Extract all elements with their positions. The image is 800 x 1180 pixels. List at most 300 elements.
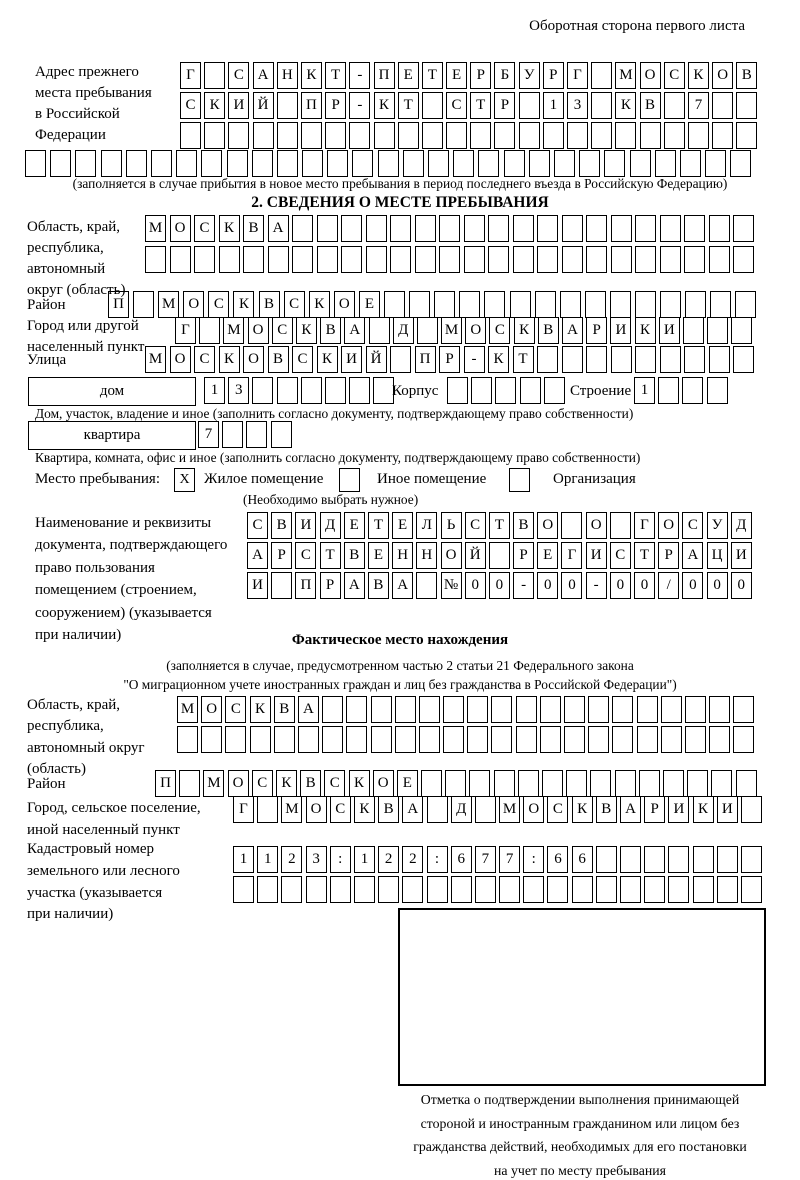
form-cell[interactable]: М [441, 317, 462, 344]
form-cell[interactable] [712, 92, 733, 119]
form-cell[interactable]: П [301, 92, 322, 119]
form-cell[interactable]: П [108, 291, 129, 318]
form-cell[interactable]: 6 [547, 846, 568, 873]
form-cell[interactable] [306, 876, 327, 903]
form-cell[interactable] [635, 346, 656, 373]
form-cell[interactable]: П [415, 346, 436, 373]
form-cell[interactable] [494, 770, 515, 797]
form-cell[interactable] [390, 246, 411, 273]
form-cell[interactable]: С [208, 291, 229, 318]
form-cell[interactable] [499, 876, 520, 903]
form-cell[interactable] [268, 246, 289, 273]
form-cell[interactable]: С [610, 542, 631, 569]
form-cell[interactable]: И [228, 92, 249, 119]
form-cell[interactable]: 0 [465, 572, 486, 599]
form-cell[interactable]: К [615, 92, 636, 119]
form-cell[interactable]: 0 [731, 572, 752, 599]
form-cell[interactable]: 1 [354, 846, 375, 873]
form-cell[interactable] [349, 122, 370, 149]
form-cell[interactable]: 1 [543, 92, 564, 119]
form-cell[interactable] [518, 770, 539, 797]
form-cell[interactable] [439, 246, 460, 273]
form-cell[interactable] [390, 215, 411, 242]
form-cell[interactable] [233, 876, 254, 903]
form-cell[interactable] [222, 421, 243, 448]
form-cell[interactable] [709, 726, 730, 753]
form-cell[interactable] [257, 796, 278, 823]
form-cell[interactable] [542, 770, 563, 797]
form-cell[interactable] [684, 346, 705, 373]
form-cell[interactable]: К [374, 92, 395, 119]
form-cell[interactable] [446, 122, 467, 149]
form-cell[interactable]: 2 [281, 846, 302, 873]
form-cell[interactable]: № [441, 572, 462, 599]
form-cell[interactable] [579, 150, 600, 177]
form-cell[interactable] [415, 246, 436, 273]
form-cell[interactable] [655, 150, 676, 177]
form-cell[interactable]: Г [175, 317, 196, 344]
form-cell[interactable] [612, 696, 633, 723]
form-cell[interactable]: Д [320, 512, 341, 539]
form-cell[interactable]: К [250, 696, 271, 723]
form-cell[interactable] [733, 726, 754, 753]
form-cell[interactable] [453, 150, 474, 177]
form-cell[interactable] [510, 291, 531, 318]
form-cell[interactable] [591, 92, 612, 119]
form-cell[interactable] [201, 150, 222, 177]
form-cell[interactable] [443, 696, 464, 723]
form-cell[interactable]: С [194, 346, 215, 373]
form-cell[interactable]: М [158, 291, 179, 318]
residential-checkbox[interactable]: X [174, 468, 195, 492]
form-cell[interactable] [637, 696, 658, 723]
form-cell[interactable]: К [309, 291, 330, 318]
form-cell[interactable] [741, 846, 762, 873]
form-cell[interactable]: В [243, 215, 264, 242]
form-cell[interactable] [475, 796, 496, 823]
form-cell[interactable]: И [586, 542, 607, 569]
form-cell[interactable] [682, 377, 703, 404]
form-cell[interactable] [346, 726, 367, 753]
form-cell[interactable] [409, 291, 430, 318]
form-cell[interactable]: Р [586, 317, 607, 344]
form-cell[interactable] [688, 122, 709, 149]
form-cell[interactable]: - [464, 346, 485, 373]
form-cell[interactable] [227, 150, 248, 177]
form-cell[interactable] [75, 150, 96, 177]
form-cell[interactable] [635, 246, 656, 273]
form-cell[interactable] [561, 512, 582, 539]
form-cell[interactable] [611, 346, 632, 373]
form-cell[interactable]: Р [325, 92, 346, 119]
form-cell[interactable]: О [537, 512, 558, 539]
form-cell[interactable] [741, 876, 762, 903]
form-cell[interactable] [384, 291, 405, 318]
form-cell[interactable] [685, 696, 706, 723]
form-cell[interactable] [427, 876, 448, 903]
form-cell[interactable]: М [615, 62, 636, 89]
form-cell[interactable] [447, 377, 468, 404]
form-cell[interactable]: С [252, 770, 273, 797]
form-cell[interactable] [470, 122, 491, 149]
form-cell[interactable]: К [233, 291, 254, 318]
form-cell[interactable]: Т [398, 92, 419, 119]
form-cell[interactable] [419, 696, 440, 723]
form-cell[interactable] [519, 92, 540, 119]
form-cell[interactable]: К [354, 796, 375, 823]
form-cell[interactable]: Т [368, 512, 389, 539]
form-cell[interactable] [639, 770, 660, 797]
form-cell[interactable] [298, 726, 319, 753]
form-cell[interactable]: В [271, 512, 292, 539]
form-cell[interactable] [225, 726, 246, 753]
form-cell[interactable] [317, 246, 338, 273]
form-cell[interactable]: О [183, 291, 204, 318]
form-cell[interactable] [427, 796, 448, 823]
form-cell[interactable] [421, 770, 442, 797]
form-cell[interactable] [566, 770, 587, 797]
form-cell[interactable]: О [441, 542, 462, 569]
form-cell[interactable] [488, 215, 509, 242]
form-cell[interactable] [489, 542, 510, 569]
form-cell[interactable] [133, 291, 154, 318]
form-cell[interactable] [640, 122, 661, 149]
form-cell[interactable]: С [465, 512, 486, 539]
form-cell[interactable]: : [330, 846, 351, 873]
form-cell[interactable] [101, 150, 122, 177]
form-cell[interactable] [471, 377, 492, 404]
form-cell[interactable]: 6 [451, 846, 472, 873]
form-cell[interactable]: 0 [707, 572, 728, 599]
form-cell[interactable]: В [259, 291, 280, 318]
form-cell[interactable] [274, 726, 295, 753]
form-cell[interactable] [204, 62, 225, 89]
form-cell[interactable] [637, 726, 658, 753]
form-cell[interactable]: Г [567, 62, 588, 89]
form-cell[interactable]: С [180, 92, 201, 119]
form-cell[interactable]: С [664, 62, 685, 89]
form-cell[interactable] [354, 876, 375, 903]
form-cell[interactable]: 1 [634, 377, 655, 404]
form-cell[interactable]: О [334, 291, 355, 318]
form-cell[interactable] [369, 317, 390, 344]
form-cell[interactable] [277, 92, 298, 119]
form-cell[interactable]: 3 [228, 377, 249, 404]
form-cell[interactable] [271, 421, 292, 448]
form-cell[interactable]: Т [320, 542, 341, 569]
form-cell[interactable] [591, 122, 612, 149]
form-cell[interactable] [680, 150, 701, 177]
form-cell[interactable]: Т [489, 512, 510, 539]
form-cell[interactable] [180, 122, 201, 149]
form-cell[interactable] [341, 246, 362, 273]
form-cell[interactable] [543, 122, 564, 149]
form-cell[interactable] [693, 876, 714, 903]
form-cell[interactable]: Р [470, 62, 491, 89]
form-cell[interactable] [366, 215, 387, 242]
form-cell[interactable]: Г [634, 512, 655, 539]
form-cell[interactable]: В [344, 542, 365, 569]
form-cell[interactable] [176, 150, 197, 177]
form-cell[interactable]: У [707, 512, 728, 539]
form-cell[interactable] [325, 122, 346, 149]
form-cell[interactable]: О [170, 346, 191, 373]
form-cell[interactable]: Ь [441, 512, 462, 539]
form-cell[interactable] [586, 246, 607, 273]
form-cell[interactable]: П [155, 770, 176, 797]
form-cell[interactable]: Р [320, 572, 341, 599]
form-cell[interactable] [395, 696, 416, 723]
form-cell[interactable] [199, 317, 220, 344]
organization-checkbox[interactable] [509, 468, 530, 492]
form-cell[interactable]: С [324, 770, 345, 797]
form-cell[interactable] [604, 150, 625, 177]
form-cell[interactable] [494, 122, 515, 149]
form-cell[interactable]: О [465, 317, 486, 344]
form-cell[interactable]: Т [634, 542, 655, 569]
form-cell[interactable] [661, 696, 682, 723]
form-cell[interactable]: К [488, 346, 509, 373]
form-cell[interactable] [684, 246, 705, 273]
form-cell[interactable]: А [253, 62, 274, 89]
form-cell[interactable] [717, 846, 738, 873]
form-cell[interactable] [693, 846, 714, 873]
form-cell[interactable] [730, 150, 751, 177]
form-cell[interactable] [228, 122, 249, 149]
form-cell[interactable]: Т [513, 346, 534, 373]
form-cell[interactable]: И [247, 572, 268, 599]
form-cell[interactable]: А [682, 542, 703, 569]
form-cell[interactable] [562, 215, 583, 242]
form-cell[interactable] [610, 291, 631, 318]
form-cell[interactable]: 6 [572, 846, 593, 873]
form-cell[interactable] [537, 215, 558, 242]
form-cell[interactable] [572, 876, 593, 903]
form-cell[interactable] [705, 150, 726, 177]
form-cell[interactable]: М [177, 696, 198, 723]
form-cell[interactable]: В [538, 317, 559, 344]
form-cell[interactable]: Е [368, 542, 389, 569]
form-cell[interactable] [252, 377, 273, 404]
form-cell[interactable] [491, 726, 512, 753]
form-cell[interactable] [564, 726, 585, 753]
form-cell[interactable] [736, 122, 757, 149]
form-cell[interactable]: В [736, 62, 757, 89]
form-cell[interactable] [145, 246, 166, 273]
form-cell[interactable]: С [284, 291, 305, 318]
form-cell[interactable]: И [610, 317, 631, 344]
form-cell[interactable]: О [243, 346, 264, 373]
form-cell[interactable]: Е [446, 62, 467, 89]
form-cell[interactable]: / [658, 572, 679, 599]
form-cell[interactable]: К [317, 346, 338, 373]
form-cell[interactable] [126, 150, 147, 177]
form-cell[interactable]: О [658, 512, 679, 539]
form-cell[interactable] [668, 876, 689, 903]
form-cell[interactable] [620, 876, 641, 903]
form-cell[interactable] [151, 150, 172, 177]
form-cell[interactable] [403, 150, 424, 177]
form-cell[interactable] [292, 215, 313, 242]
form-cell[interactable] [451, 876, 472, 903]
form-cell[interactable]: А [562, 317, 583, 344]
form-cell[interactable] [484, 291, 505, 318]
form-cell[interactable] [615, 122, 636, 149]
form-cell[interactable]: С [682, 512, 703, 539]
form-cell[interactable]: В [378, 796, 399, 823]
form-cell[interactable]: 0 [489, 572, 510, 599]
form-cell[interactable]: 7 [499, 846, 520, 873]
form-cell[interactable] [554, 150, 575, 177]
form-cell[interactable]: Ц [707, 542, 728, 569]
form-cell[interactable]: А [402, 796, 423, 823]
form-cell[interactable]: К [688, 62, 709, 89]
form-cell[interactable]: Т [470, 92, 491, 119]
form-cell[interactable] [488, 246, 509, 273]
form-cell[interactable]: Б [494, 62, 515, 89]
form-cell[interactable] [644, 846, 665, 873]
form-cell[interactable]: В [320, 317, 341, 344]
form-cell[interactable]: Р [439, 346, 460, 373]
form-cell[interactable]: А [298, 696, 319, 723]
form-cell[interactable] [179, 770, 200, 797]
form-cell[interactable]: 0 [561, 572, 582, 599]
form-cell[interactable] [591, 62, 612, 89]
form-cell[interactable]: Й [253, 92, 274, 119]
form-cell[interactable]: А [344, 572, 365, 599]
form-cell[interactable]: И [341, 346, 362, 373]
form-cell[interactable] [428, 150, 449, 177]
form-cell[interactable]: 3 [306, 846, 327, 873]
form-cell[interactable] [277, 377, 298, 404]
form-cell[interactable]: А [247, 542, 268, 569]
form-cell[interactable] [513, 215, 534, 242]
form-cell[interactable] [733, 215, 754, 242]
form-cell[interactable]: 3 [567, 92, 588, 119]
form-cell[interactable] [467, 726, 488, 753]
form-cell[interactable]: Н [277, 62, 298, 89]
form-cell[interactable] [612, 726, 633, 753]
form-cell[interactable]: К [349, 770, 370, 797]
form-cell[interactable] [243, 246, 264, 273]
form-cell[interactable] [495, 377, 516, 404]
form-cell[interactable]: 7 [688, 92, 709, 119]
form-cell[interactable] [398, 122, 419, 149]
form-cell[interactable] [733, 696, 754, 723]
form-cell[interactable]: М [499, 796, 520, 823]
form-cell[interactable]: В [268, 346, 289, 373]
form-cell[interactable]: С [247, 512, 268, 539]
form-cell[interactable]: Р [644, 796, 665, 823]
form-cell[interactable] [710, 291, 731, 318]
form-cell[interactable] [417, 317, 438, 344]
form-cell[interactable]: С [489, 317, 510, 344]
form-cell[interactable]: 0 [634, 572, 655, 599]
form-cell[interactable]: К [635, 317, 656, 344]
form-cell[interactable] [540, 696, 561, 723]
form-cell[interactable] [735, 291, 756, 318]
form-cell[interactable] [585, 291, 606, 318]
form-cell[interactable]: В [300, 770, 321, 797]
form-cell[interactable] [322, 696, 343, 723]
form-cell[interactable]: Е [359, 291, 380, 318]
form-cell[interactable]: А [344, 317, 365, 344]
form-cell[interactable] [322, 726, 343, 753]
form-cell[interactable] [330, 876, 351, 903]
form-cell[interactable]: 0 [682, 572, 703, 599]
form-cell[interactable]: А [392, 572, 413, 599]
form-cell[interactable] [371, 726, 392, 753]
form-cell[interactable] [219, 246, 240, 273]
form-cell[interactable]: С [295, 542, 316, 569]
form-cell[interactable]: М [223, 317, 244, 344]
form-cell[interactable]: И [659, 317, 680, 344]
form-cell[interactable] [325, 377, 346, 404]
form-cell[interactable]: - [586, 572, 607, 599]
form-cell[interactable]: Н [416, 542, 437, 569]
form-cell[interactable]: 2 [378, 846, 399, 873]
form-cell[interactable]: М [203, 770, 224, 797]
form-cell[interactable]: В [640, 92, 661, 119]
form-cell[interactable] [660, 215, 681, 242]
form-cell[interactable] [277, 150, 298, 177]
form-cell[interactable] [588, 726, 609, 753]
form-cell[interactable] [250, 726, 271, 753]
form-cell[interactable] [717, 876, 738, 903]
form-cell[interactable]: О [201, 696, 222, 723]
form-cell[interactable] [378, 876, 399, 903]
form-cell[interactable] [371, 696, 392, 723]
form-cell[interactable] [516, 726, 537, 753]
form-cell[interactable] [346, 696, 367, 723]
form-cell[interactable]: О [228, 770, 249, 797]
form-cell[interactable] [664, 122, 685, 149]
form-cell[interactable] [741, 796, 762, 823]
form-cell[interactable] [658, 377, 679, 404]
form-cell[interactable] [660, 291, 681, 318]
form-cell[interactable] [687, 770, 708, 797]
form-cell[interactable]: - [349, 92, 370, 119]
form-cell[interactable] [439, 215, 460, 242]
form-cell[interactable]: 0 [537, 572, 558, 599]
form-cell[interactable]: И [295, 512, 316, 539]
form-cell[interactable]: Т [325, 62, 346, 89]
form-cell[interactable] [709, 696, 730, 723]
form-cell[interactable] [378, 150, 399, 177]
form-cell[interactable] [635, 291, 656, 318]
form-cell[interactable] [660, 246, 681, 273]
form-cell[interactable] [419, 726, 440, 753]
form-cell[interactable] [277, 122, 298, 149]
form-cell[interactable]: К [219, 215, 240, 242]
form-cell[interactable] [434, 291, 455, 318]
form-cell[interactable] [422, 92, 443, 119]
form-cell[interactable]: П [374, 62, 395, 89]
form-cell[interactable] [327, 150, 348, 177]
form-cell[interactable] [635, 215, 656, 242]
form-cell[interactable] [374, 122, 395, 149]
form-cell[interactable]: А [268, 215, 289, 242]
form-cell[interactable]: О [640, 62, 661, 89]
form-cell[interactable] [736, 92, 757, 119]
form-cell[interactable]: Д [451, 796, 472, 823]
form-cell[interactable] [271, 572, 292, 599]
form-cell[interactable]: А [620, 796, 641, 823]
form-cell[interactable]: С [272, 317, 293, 344]
form-cell[interactable]: 1 [204, 377, 225, 404]
form-cell[interactable]: У [519, 62, 540, 89]
form-cell[interactable]: И [731, 542, 752, 569]
